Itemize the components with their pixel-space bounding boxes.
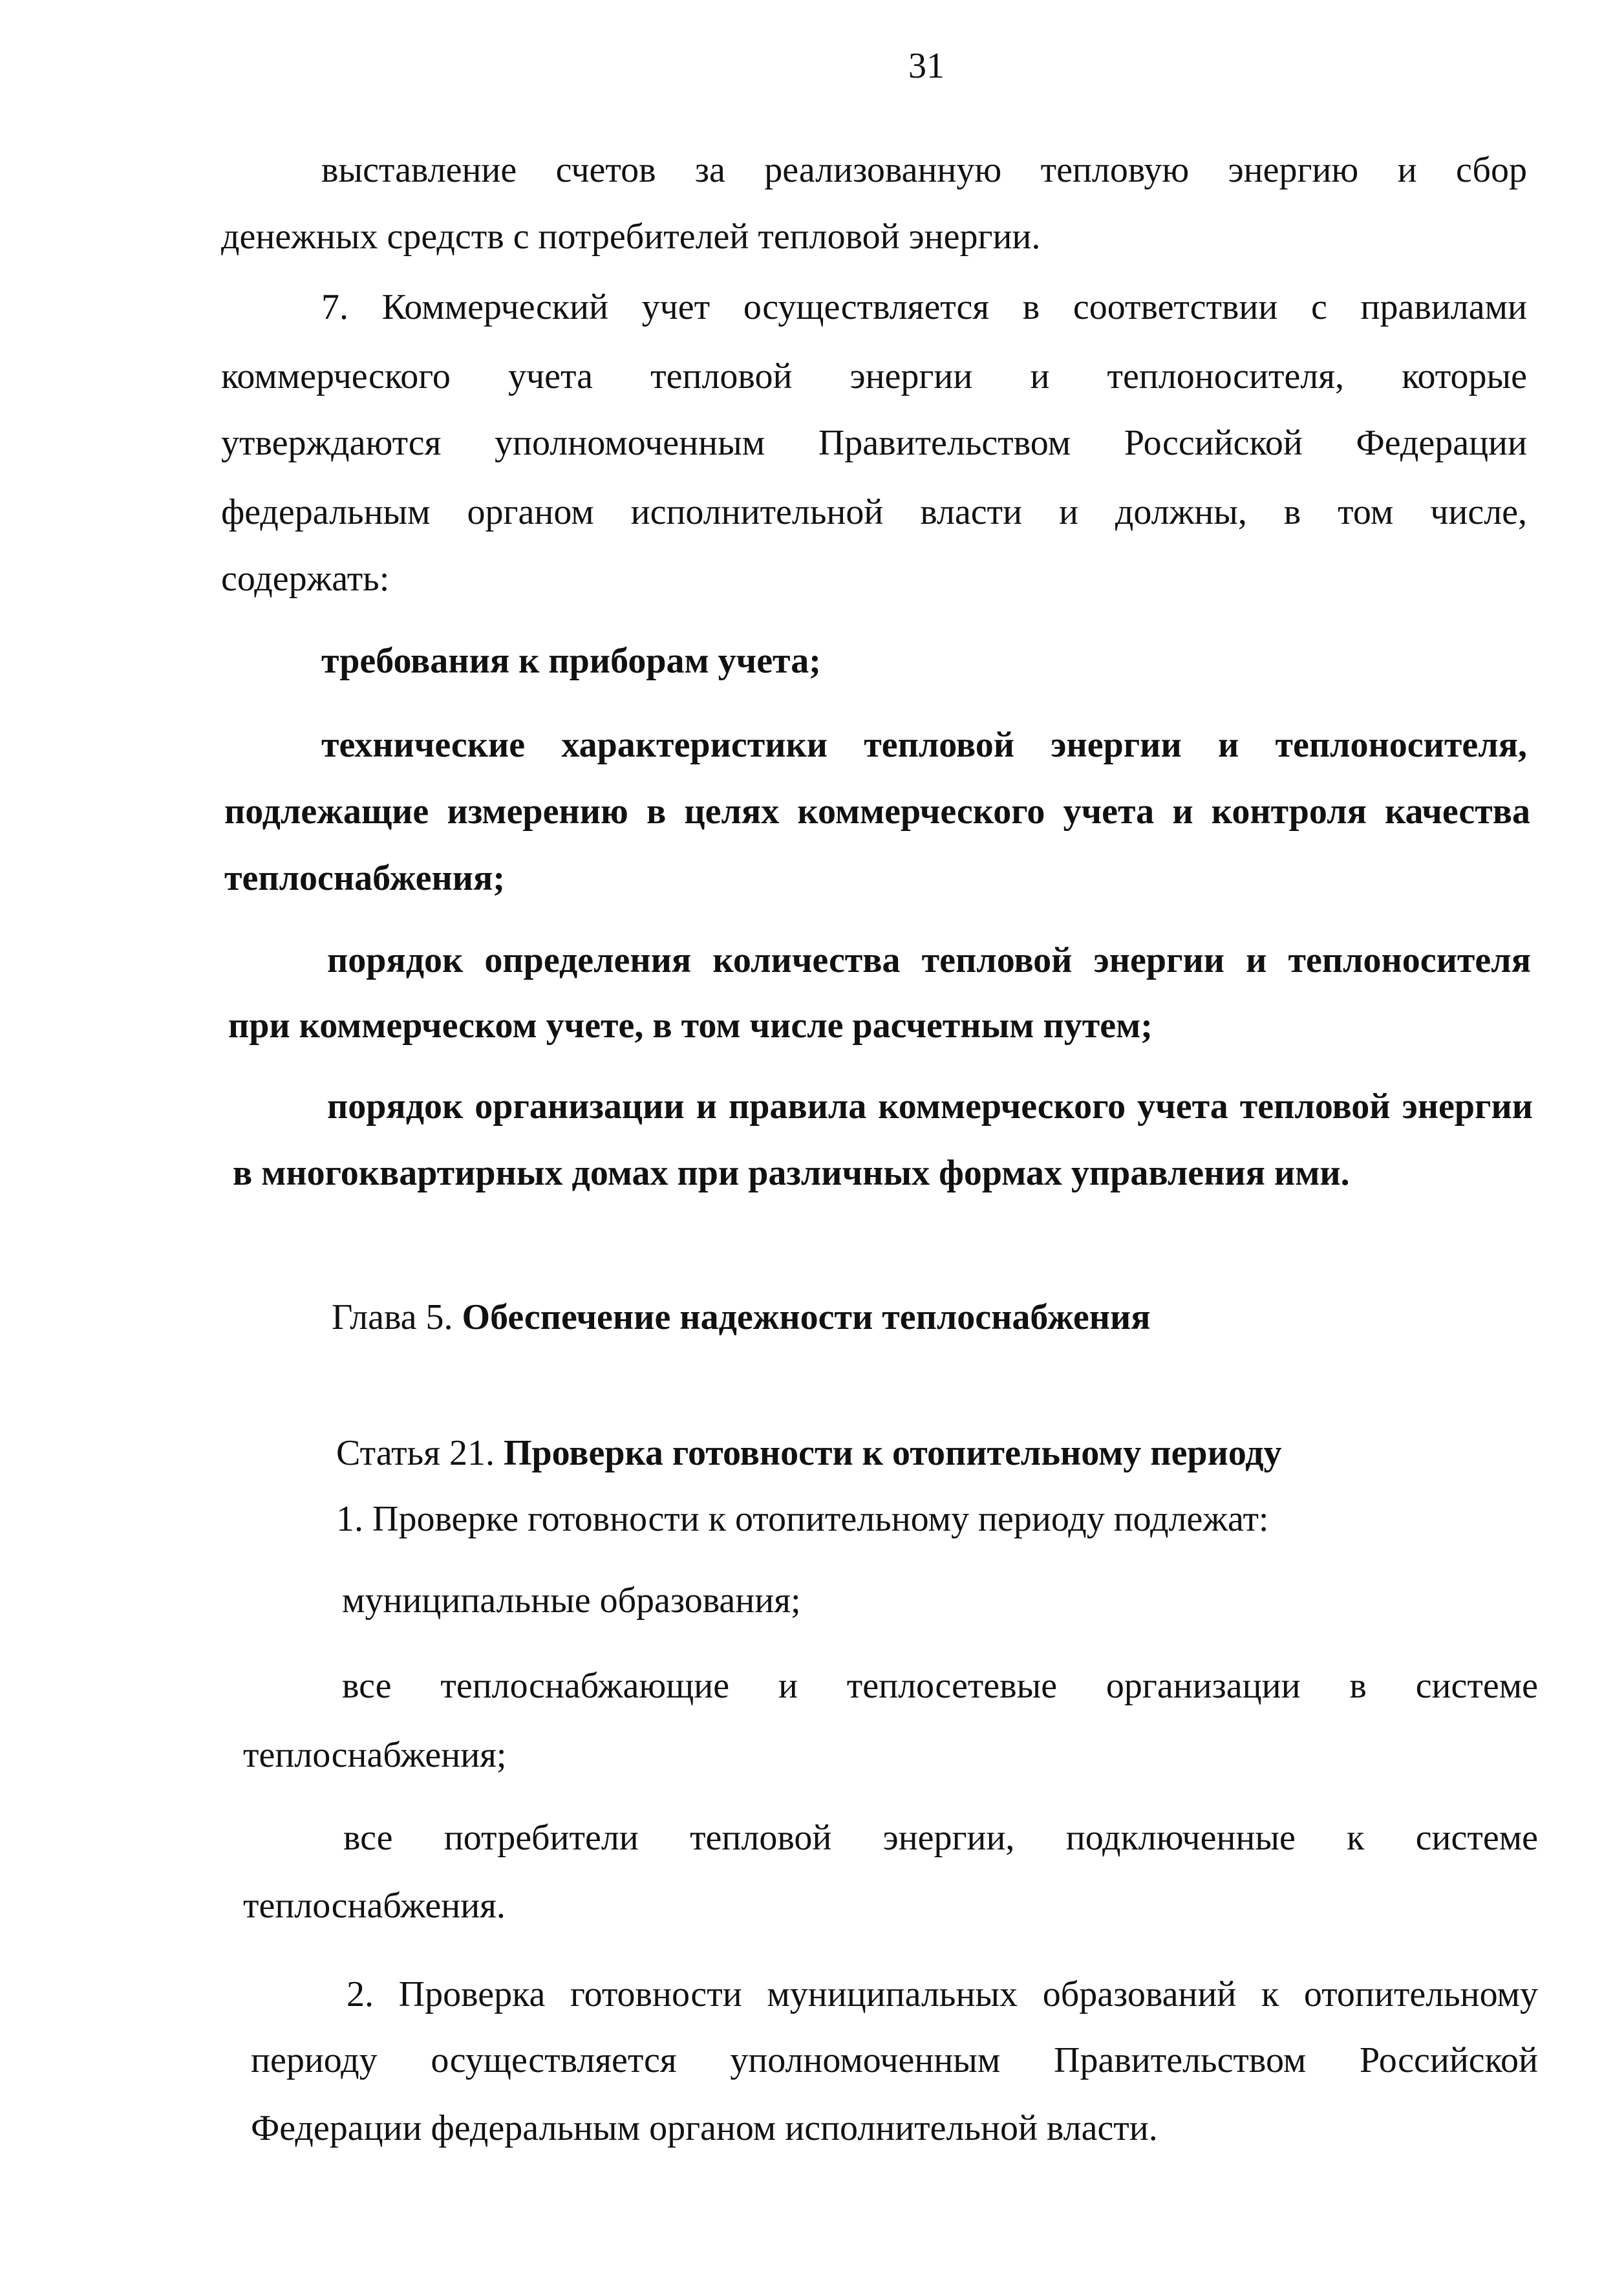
text-line: содержать: (221, 559, 390, 599)
text-line: 1. Проверке готовности к отопительному периоду подлежат: (336, 1499, 1269, 1539)
list-item: порядок определения количества тепловой энергии и теплоносителя (327, 940, 1531, 980)
text-line: в многоквартирных домах при различных формах управления ими. (233, 1153, 1350, 1193)
text-line: утверждаются уполномоченным Правительством Российской Федерации (221, 423, 1527, 463)
text-line: теплоснабжения; (243, 1735, 507, 1775)
list-item: технические характеристики тепловой энергии и теплоносителя, (321, 725, 1527, 765)
list-item: все теплоснабжающие и теплосетевые организации в системе (342, 1666, 1538, 1706)
text-line: 2. Проверка готовности муниципальных образований к отопительному (347, 1974, 1538, 2014)
text-line: коммерческого учета тепловой энергии и теплоносителя, которые (221, 356, 1527, 396)
article-heading (336, 1430, 1282, 1476)
chapter-prefix: Глава 5. (332, 1297, 453, 1337)
list-item: все потребители тепловой энергии, подключенные к системе (343, 1818, 1538, 1858)
text-line: подлежащие измерению в целях коммерческого учета и контроля качества (224, 792, 1530, 832)
list-item: порядок организации и правила коммерческого учета тепловой энергии (327, 1086, 1533, 1127)
text-line: при коммерческом учете, в том числе расчетным путем; (228, 1006, 1153, 1046)
list-item: требования к приборам учета; (321, 641, 821, 681)
list-item: муниципальные образования; (342, 1580, 801, 1621)
chapter-title: Обеспечение надежности теплоснабжения (462, 1297, 1151, 1337)
text-line: Федерации федеральным органом исполнительной власти. (251, 2108, 1158, 2148)
text-line: федеральным органом исполнительной власти и должны, в том числе, (221, 492, 1527, 532)
text-line: 7. Коммерческий учет осуществляется в соответствии с правилами (321, 287, 1527, 327)
article-prefix: Статья 21. (336, 1433, 495, 1473)
chapter-heading (332, 1295, 1151, 1340)
article-title: Проверка готовности к отопительному периоду (503, 1433, 1282, 1473)
text-line: периоду осуществляется уполномоченным Правительством Российской (251, 2040, 1538, 2080)
text-line: выставление счетов за реализованную тепловую энергию и сбор (321, 150, 1527, 190)
text-line: денежных средств с потребителей тепловой энергии. (221, 217, 1041, 257)
text-line: теплоснабжения. (243, 1886, 506, 1926)
page-number: 31 (908, 46, 945, 86)
text-line: теплоснабжения; (224, 858, 505, 898)
